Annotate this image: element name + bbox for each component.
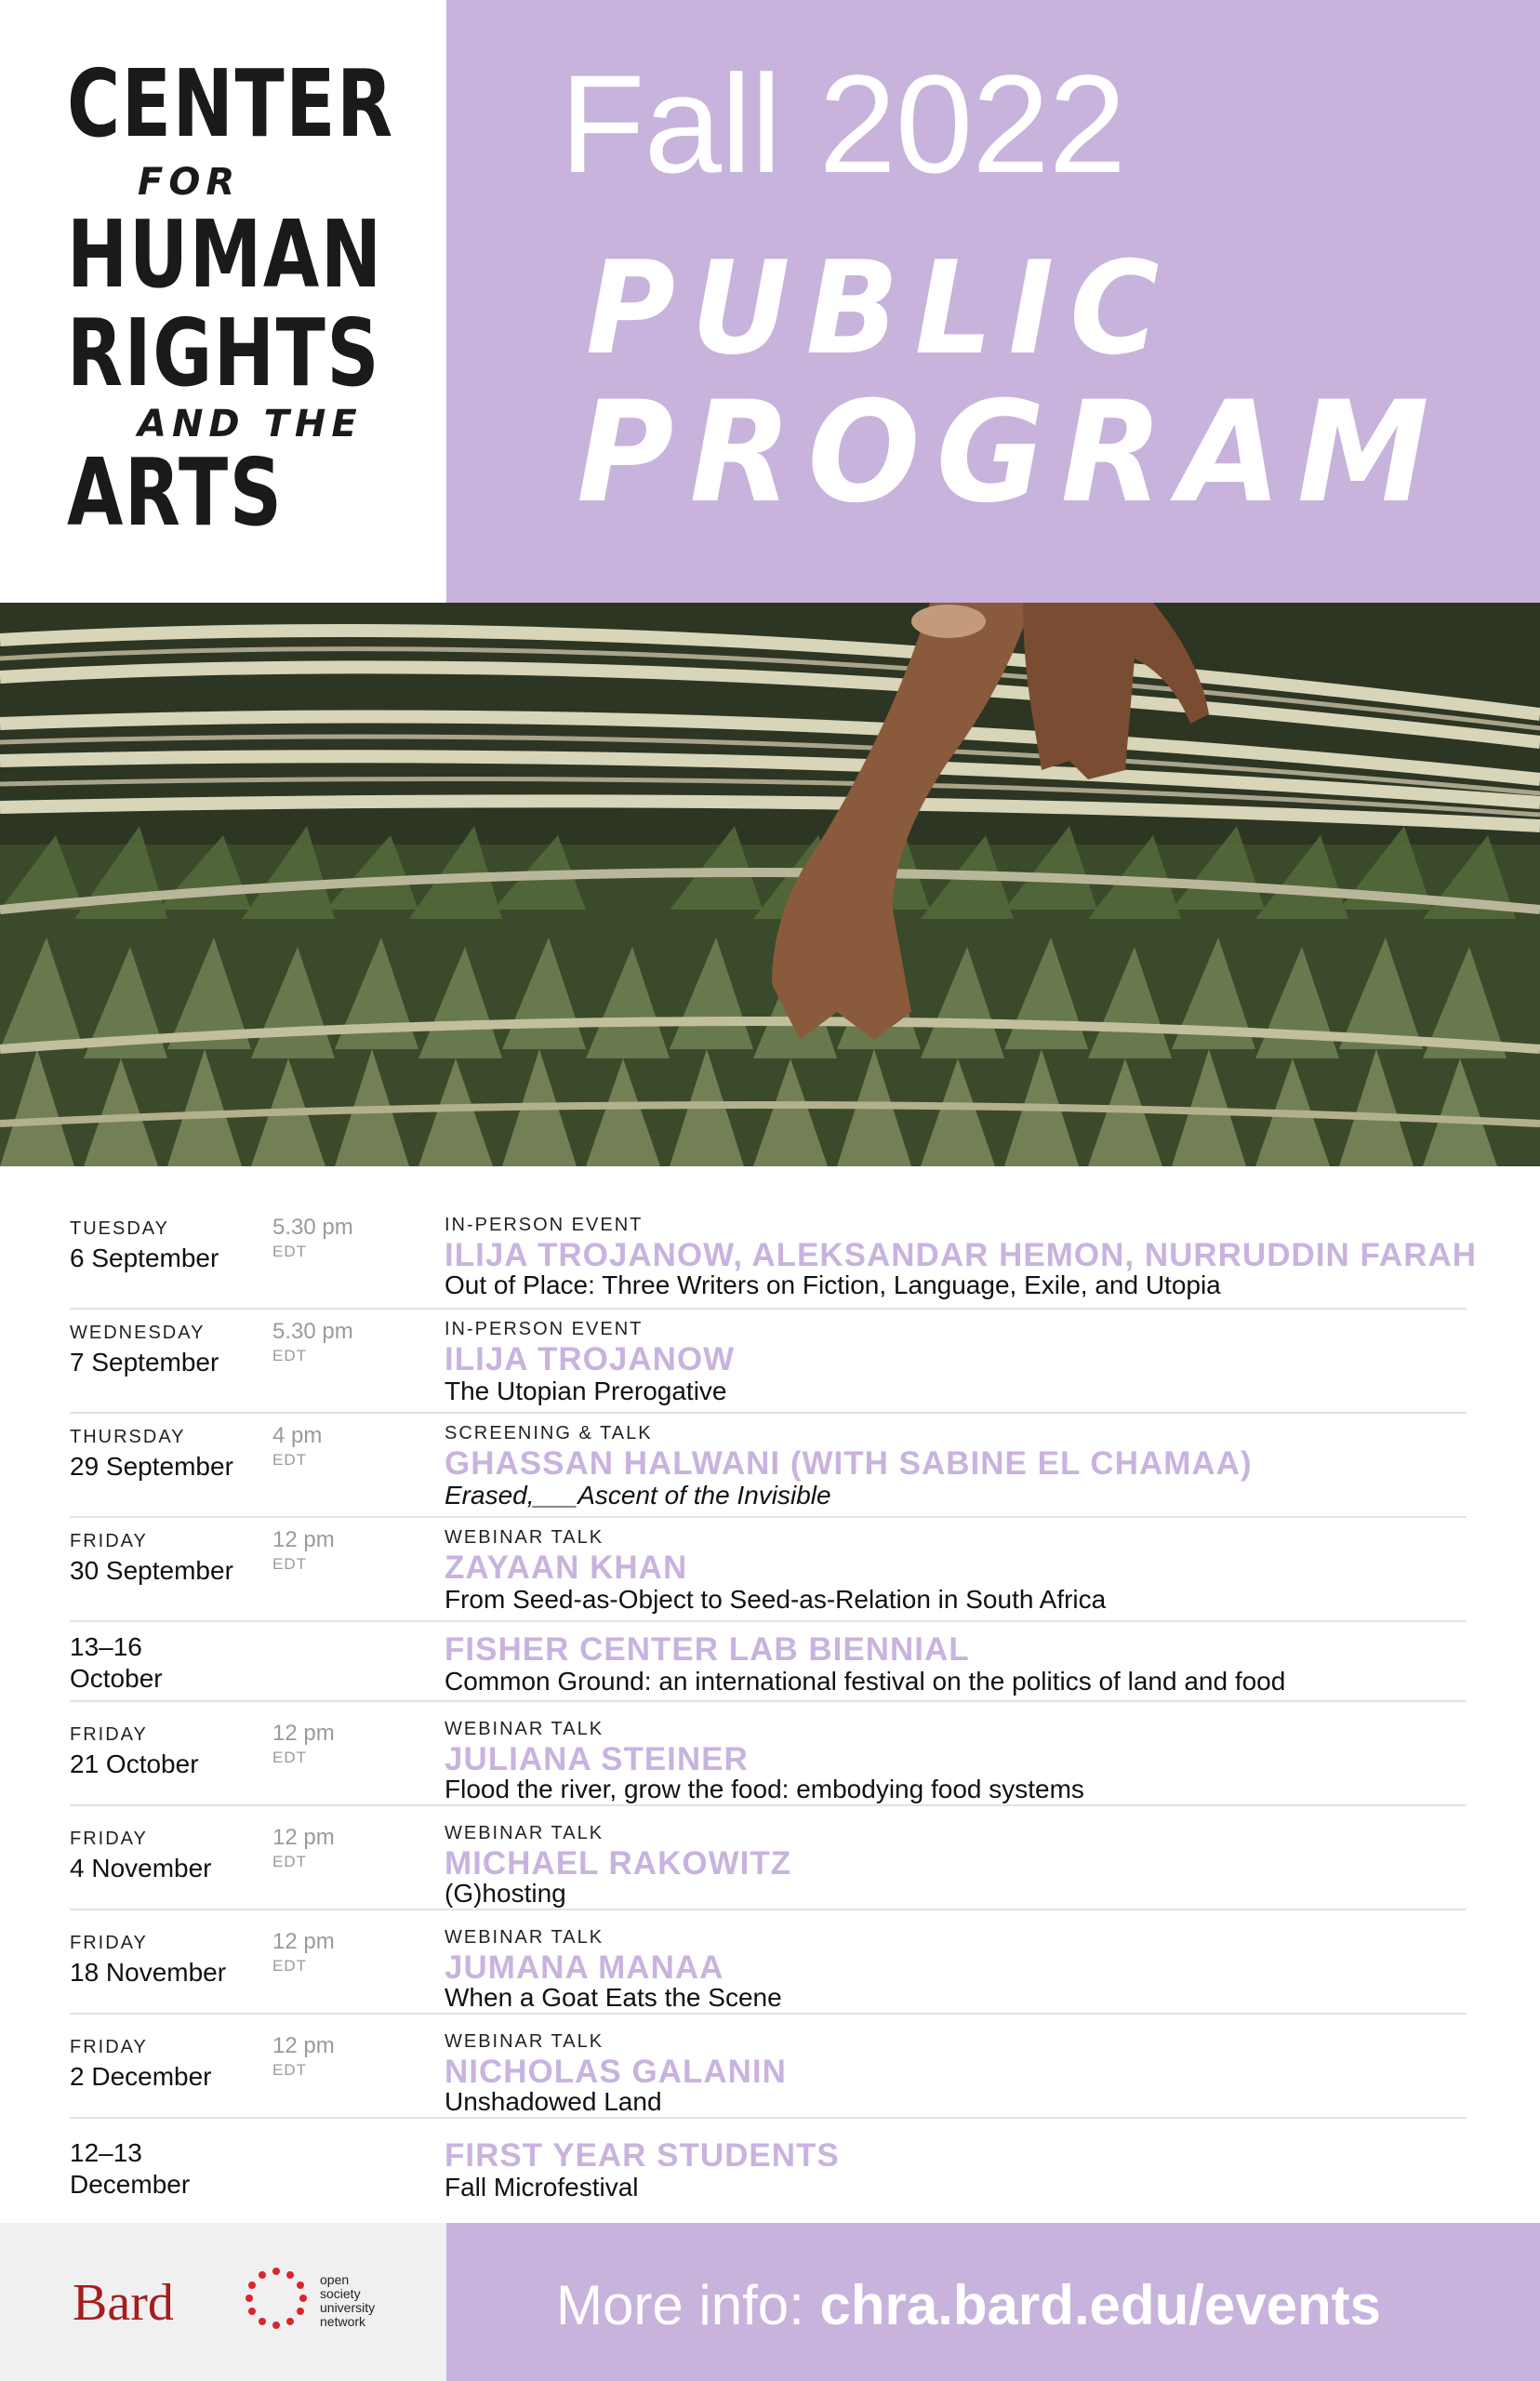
more-info <box>556 2273 1381 2337</box>
event-day: THURSDAY <box>70 1427 186 1447</box>
event-row <box>70 2119 1467 2212</box>
event-title: Fall Microfestival <box>445 2173 639 2201</box>
event-row <box>70 1518 1467 1622</box>
osun-line: society <box>320 2286 361 2301</box>
title-public: PUBLIC <box>586 233 1175 383</box>
event-row <box>70 1209 1478 1310</box>
event-time: 12 pm <box>272 1721 335 1746</box>
event-day: FRIDAY <box>70 1531 148 1551</box>
event-speaker: GHASSAN HALWANI (WITH SABINE EL CHAMAA) <box>445 1445 1253 1482</box>
event-time: 12 pm <box>272 1825 335 1850</box>
event-speaker: ILIJA TROJANOW <box>445 1341 736 1377</box>
event-type: IN-PERSON EVENT <box>445 1215 644 1235</box>
event-time: 5.30 pm <box>272 1319 353 1344</box>
event-title: Out of Place: Three Writers on Fiction, Language, Exile, and Utopia <box>445 1270 1221 1299</box>
event-row <box>70 1414 1467 1518</box>
event-date-range: 13–16 <box>70 1632 142 1661</box>
event-speaker: ILIJA TROJANOW, ALEKSANDAR HEMON, NURRUDDIN FARAH <box>445 1237 1478 1273</box>
event-row <box>70 1910 1467 2015</box>
logo-line-human: HUMAN <box>67 200 383 309</box>
event-timezone: EDT <box>272 1243 307 1260</box>
event-title: From Seed-as-Object to Seed-as-Relation in South Africa <box>445 1585 1107 1614</box>
event-speaker: FISHER CENTER LAB BIENNIAL <box>445 1631 970 1668</box>
event-day: FRIDAY <box>70 1829 148 1849</box>
event-date: 18 November <box>70 1958 227 1987</box>
event-date: 4 November <box>70 1854 212 1882</box>
event-time: 12 pm <box>272 2033 335 2058</box>
logo-line-and-the: AND THE <box>138 403 363 446</box>
logo-line-center: CENTER <box>67 49 394 158</box>
event-schedule <box>70 1209 1478 2212</box>
event-timezone: EDT <box>272 2061 307 2079</box>
event-row <box>70 1310 1467 1414</box>
event-title: The Utopian Prerogative <box>445 1377 727 1405</box>
event-row <box>70 1806 1467 1910</box>
event-date-month: December <box>70 2170 191 2199</box>
hero-banner <box>446 0 1540 603</box>
bard-logo: Bard <box>73 2274 174 2332</box>
event-day: FRIDAY <box>70 1724 148 1745</box>
event-time: 4 pm <box>272 1423 323 1448</box>
event-speaker: JULIANA STEINER <box>445 1741 749 1777</box>
logo-line-arts: ARTS <box>67 438 284 547</box>
osun-line: open <box>320 2272 350 2287</box>
event-type: WEBINAR TALK <box>445 1527 604 1548</box>
osun-logo-text <box>320 2273 431 2329</box>
event-type: WEBINAR TALK <box>445 2031 604 2052</box>
event-title: (G)hosting <box>445 1879 566 1908</box>
chra-logo <box>0 0 446 603</box>
event-type: WEBINAR TALK <box>445 1719 604 1739</box>
more-info-bar <box>446 2223 1540 2381</box>
event-speaker: FIRST YEAR STUDENTS <box>445 2137 840 2174</box>
event-day: TUESDAY <box>70 1218 169 1239</box>
event-date: 6 September <box>70 1244 219 1272</box>
osun-line: university <box>320 2300 376 2315</box>
event-type: WEBINAR TALK <box>445 1823 604 1843</box>
event-row <box>70 2015 1467 2119</box>
event-time: 5.30 pm <box>272 1215 353 1240</box>
palm-weaving-photo <box>0 603 1540 1166</box>
event-title: Unshadowed Land <box>445 2087 662 2116</box>
event-date-range: 12–13 <box>70 2138 142 2167</box>
event-date: 21 October <box>70 1749 199 1778</box>
event-title: Erased,___Ascent of the Invisible <box>445 1481 831 1510</box>
event-row <box>70 1702 1467 1806</box>
event-title: Common Ground: an international festival on the politics of land and food <box>445 1667 1286 1696</box>
osun-line: network <box>320 2314 366 2329</box>
event-date: 29 September <box>70 1452 233 1481</box>
event-type: IN-PERSON EVENT <box>445 1319 644 1339</box>
event-type: SCREENING & TALK <box>445 1423 653 1443</box>
event-day: FRIDAY <box>70 1933 148 1953</box>
event-timezone: EDT <box>272 1749 307 1766</box>
event-time: 12 pm <box>272 1929 335 1954</box>
event-date: 2 December <box>70 2062 212 2091</box>
event-day: WEDNESDAY <box>70 1323 206 1343</box>
title-program: PROGRAM <box>577 372 1445 534</box>
event-type: WEBINAR TALK <box>445 1927 604 1948</box>
event-timezone: EDT <box>272 1347 307 1364</box>
event-time: 12 pm <box>272 1527 335 1552</box>
more-info-label: More info: <box>556 2274 820 2336</box>
osun-logo-icon <box>244 2266 309 2331</box>
event-date: 7 September <box>70 1348 219 1377</box>
event-timezone: EDT <box>272 1853 307 1870</box>
logo-line-for: FOR <box>138 161 241 204</box>
event-speaker: JUMANA MANAA <box>445 1949 724 1986</box>
events-url-link[interactable]: chra.bard.edu/events <box>819 2274 1381 2336</box>
event-timezone: EDT <box>272 1451 307 1469</box>
sponsor-bar <box>0 2223 446 2381</box>
event-timezone: EDT <box>272 1957 307 1975</box>
event-title: Flood the river, grow the food: embodying food systems <box>445 1775 1084 1803</box>
event-date: 30 September <box>70 1556 233 1585</box>
event-speaker: NICHOLAS GALANIN <box>445 2054 787 2090</box>
event-date-month: October <box>70 1664 163 1693</box>
logo-line-rights: RIGHTS <box>67 299 381 407</box>
event-speaker: MICHAEL RAKOWITZ <box>445 1845 792 1882</box>
event-timezone: EDT <box>272 1555 307 1573</box>
event-row <box>70 1622 1467 1702</box>
event-title: When a Goat Eats the Scene <box>445 1983 782 2012</box>
event-speaker: ZAYAAN KHAN <box>445 1550 688 1586</box>
event-day: FRIDAY <box>70 2037 148 2057</box>
season-title: Fall 2022 <box>560 46 1126 202</box>
